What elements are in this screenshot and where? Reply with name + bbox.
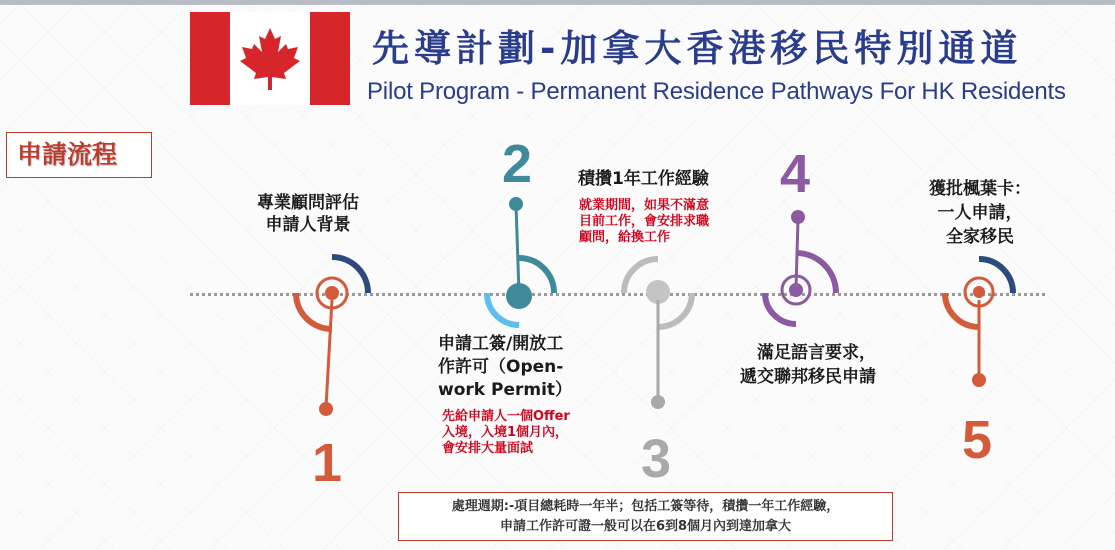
processing-time-box (398, 492, 893, 541)
step-3-title: 積攢1年工作經驗 (578, 169, 709, 189)
step-4-number: 4 (780, 144, 811, 204)
step-1-number: 1 (312, 433, 343, 493)
section-label: 申請流程 (6, 132, 152, 178)
processing-time-line-2: 申請工作許可證一般可以在6到8個月內到達加拿大 (499, 519, 792, 534)
page-title-chinese: 先導計劃-加拿大香港移民特別通道 (372, 27, 1023, 70)
step-3-note: 就業期間，如果不滿意 目前工作，會安排求職 顧問，給換工作 (579, 198, 710, 245)
step-1-title: 專業顧問評估 申請人背景 (257, 193, 359, 235)
step-2-marker (487, 197, 554, 325)
step-5-marker (945, 259, 1013, 387)
step-5-title: 獲批楓葉卡： 一人申請， 全家移民 (929, 179, 1031, 247)
step-2-number: 2 (502, 134, 533, 194)
step-3-marker (624, 259, 692, 409)
processing-time-line-1: 處理週期:-項目總耗時一年半；包括工簽等待，積攢一年工作經驗， (451, 499, 840, 514)
step-1-marker (296, 257, 368, 416)
step-4-title: 滿足語言要求， 遞交聯邦移民申請 (740, 343, 876, 387)
step-3-number: 3 (641, 429, 672, 489)
step-2-note: 先給申請人一個Offer 入境，入境1個月內， 會安排大量面試 (442, 409, 570, 456)
step-4-marker (765, 210, 836, 324)
page-title-english: Pilot Program - Permanent Residence Pathways For HK Residents (367, 78, 1066, 105)
step-5-number: 5 (962, 410, 993, 470)
step-2-title: 申請工簽/開放工 作許可（Open- work Permit） (438, 334, 573, 400)
